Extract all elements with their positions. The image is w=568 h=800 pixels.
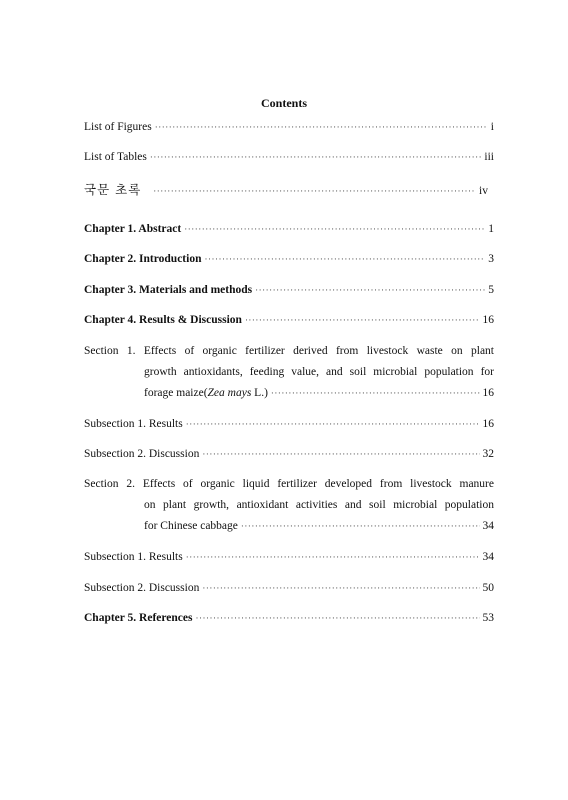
dot-leader — [204, 252, 485, 266]
toc-entry-label: Chapter 1. Abstract — [84, 223, 182, 235]
toc-entry-page: iv — [479, 185, 488, 197]
toc-entry-page: 50 — [482, 582, 494, 594]
toc-entry-korean-abstract[interactable] — [84, 183, 494, 198]
toc-entry-page: 34 — [482, 551, 494, 563]
dot-leader — [155, 120, 488, 134]
dot-leader — [150, 150, 482, 164]
dot-leader — [202, 447, 479, 461]
toc-entry-label: Subsection 1. Results — [84, 418, 183, 430]
dot-leader — [255, 283, 485, 297]
toc-entry-page: 16 — [482, 314, 494, 326]
section-2-line-1: Section 2. Effects of organic liquid fertilizer developed from livestock manure — [84, 478, 494, 490]
toc-entry-page: 5 — [488, 284, 494, 296]
toc-entry-label: forage maize(Zea mays L.) — [144, 387, 268, 399]
dot-leader — [186, 417, 480, 431]
toc-entry-page: 3 — [488, 253, 494, 265]
toc-entry-s1-subsection-1[interactable] — [84, 417, 494, 431]
toc-entry-label: Chapter 2. Introduction — [84, 253, 202, 265]
toc-entry-section-1[interactable] — [84, 344, 494, 400]
toc-entry-list-of-tables[interactable] — [84, 150, 494, 164]
toc-entry-page: 32 — [482, 448, 494, 460]
toc-entry-page: i — [490, 121, 494, 133]
toc-entry-label: Subsection 2. Discussion — [84, 582, 200, 594]
toc-entry-chapter-3[interactable] — [84, 283, 494, 297]
toc-entry-chapter-5[interactable] — [84, 611, 494, 625]
page-title: Contents — [260, 96, 307, 110]
toc-entry-page: 16 — [482, 418, 494, 430]
toc-entry-label: Chapter 3. Materials and methods — [84, 284, 253, 296]
toc-entry-label: 국문 초록 — [84, 182, 142, 197]
toc-entry-page: 1 — [488, 223, 494, 235]
toc-list — [84, 0, 494, 800]
toc-entry-list-of-figures[interactable] — [84, 120, 494, 134]
toc-entry-chapter-1[interactable] — [84, 222, 494, 236]
toc-entry-label: List of Tables — [84, 151, 147, 163]
dot-leader — [153, 184, 476, 198]
toc-entry-label: for Chinese cabbage — [144, 520, 238, 532]
section-1-line-3 — [144, 386, 494, 400]
section-2-line-3 — [144, 519, 494, 533]
toc-entry-page: iii — [484, 151, 494, 163]
toc-entry-chapter-2[interactable] — [84, 252, 494, 266]
dot-leader — [195, 611, 479, 625]
toc-entry-label: Chapter 4. Results & Discussion — [84, 314, 242, 326]
dot-leader — [271, 386, 480, 400]
section-1-line-1: Section 1. Effects of organic fertilizer derived from livestock waste on plant — [84, 345, 494, 357]
dot-leader — [202, 581, 479, 595]
toc-entry-s2-subsection-2[interactable] — [84, 581, 494, 595]
toc-entry-page: 34 — [482, 520, 494, 532]
toc-entry-label: Subsection 2. Discussion — [84, 448, 200, 460]
toc-entry-page: 16 — [482, 387, 494, 399]
toc-entry-chapter-4[interactable] — [84, 313, 494, 327]
section-2-line-2: on plant growth, antioxidant activities and soil microbial population — [144, 499, 494, 511]
toc-entry-label: List of Figures — [84, 121, 152, 133]
toc-entry-page: 53 — [482, 612, 494, 624]
toc-entry-s2-subsection-1[interactable] — [84, 550, 494, 564]
dot-leader — [241, 519, 480, 533]
toc-entry-label: Subsection 1. Results — [84, 551, 183, 563]
toc-entry-label: Chapter 5. References — [84, 612, 193, 624]
toc-entry-s1-subsection-2[interactable] — [84, 447, 494, 461]
dot-leader — [245, 313, 480, 327]
dot-leader — [184, 222, 485, 236]
toc-entry-section-2[interactable] — [84, 477, 494, 533]
section-1-line-2: growth antioxidants, feeding value, and soil microbial population for — [144, 366, 494, 378]
dot-leader — [186, 550, 480, 564]
